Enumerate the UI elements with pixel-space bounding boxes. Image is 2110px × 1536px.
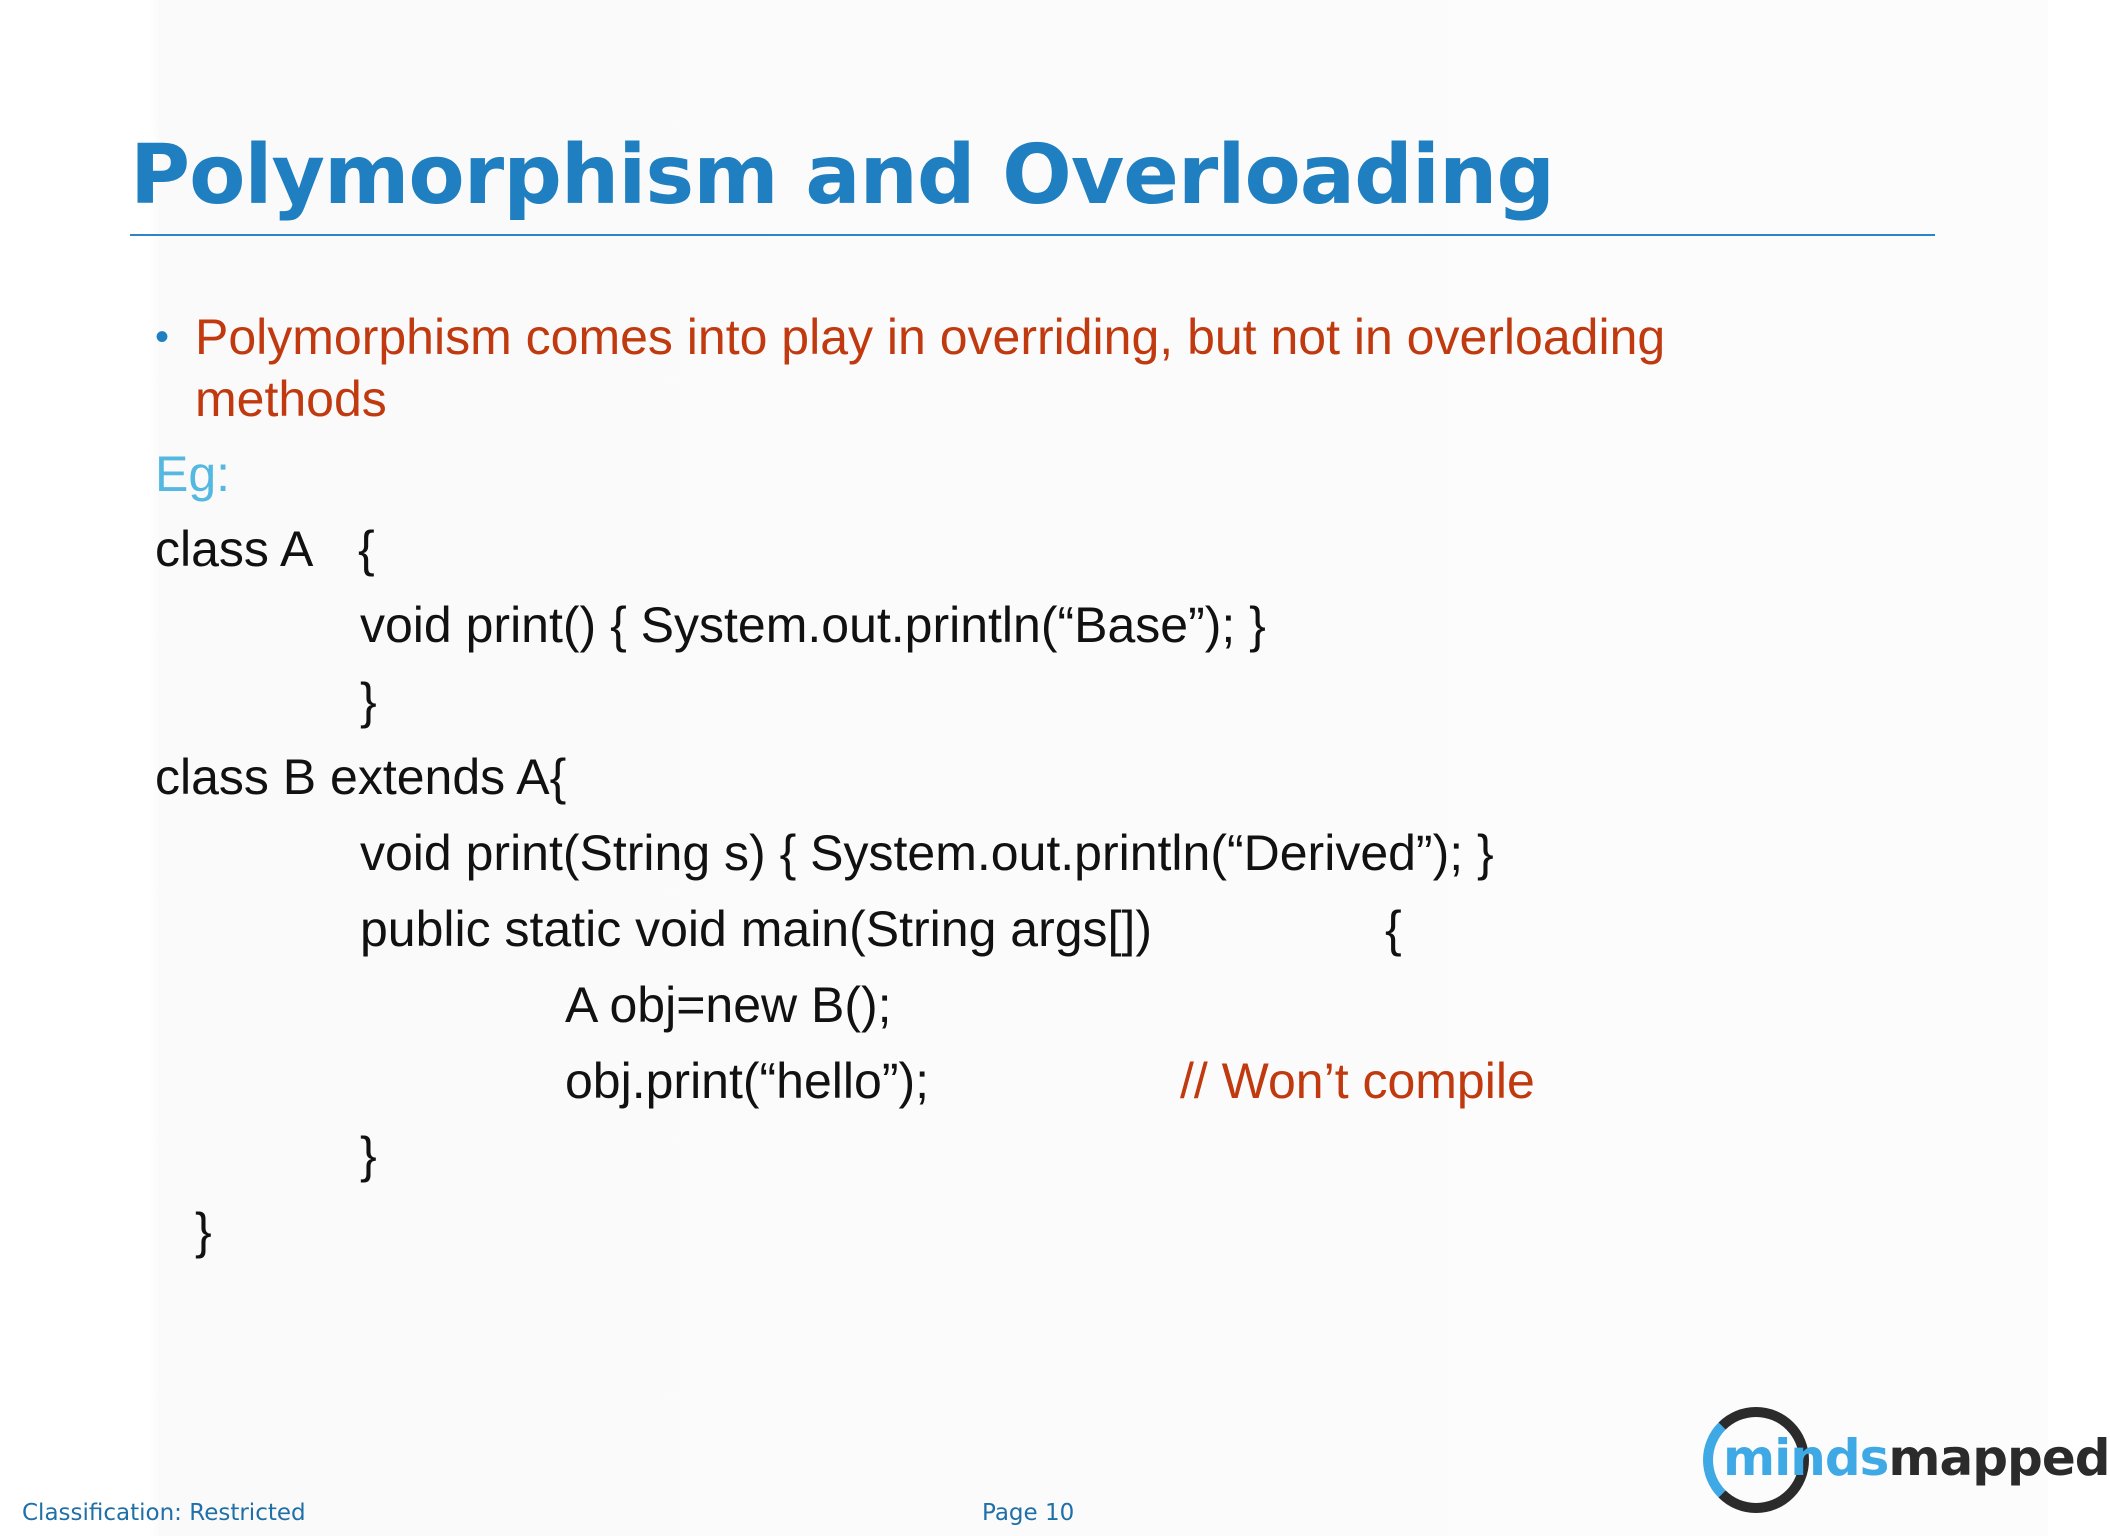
code-line-6-main: public static void main(String args[]) — [360, 901, 1152, 957]
code-line-3: } — [360, 673, 377, 729]
code-line-1-brace: { — [358, 521, 375, 577]
bullet-dot-icon: • — [155, 315, 170, 359]
footer-page-number: Page 10 — [982, 1500, 1075, 1526]
code-line-10: } — [195, 1203, 212, 1259]
code-comment: // Won’t compile — [1180, 1053, 1535, 1109]
example-label: Eg: — [155, 446, 231, 502]
code-line-6-brace: { — [1385, 901, 1402, 957]
title-underline — [130, 234, 1935, 236]
code-line-1-class-a: class A — [155, 521, 314, 577]
code-line-4: class B extends A{ — [155, 749, 567, 805]
slide-title: Polymorphism and Overloading — [130, 128, 1555, 223]
code-line-2: void print() { System.out.println(“Base”); } — [360, 597, 1266, 653]
code-line-7: A obj=new B(); — [565, 977, 892, 1033]
logo-text: mindsmapped — [1723, 1429, 2110, 1487]
footer-classification: Classification: Restricted — [22, 1500, 306, 1526]
code-line-5: void print(String s) { System.out.println(“Derived”); } — [360, 825, 1494, 881]
bullet-point — [155, 306, 1855, 430]
mindsmapped-logo — [1695, 1405, 2110, 1525]
code-line-9: } — [360, 1127, 377, 1183]
bullet-text: Polymorphism comes into play in overriding, but not in overloading methods — [195, 309, 1666, 427]
code-line-8: obj.print(“hello”); — [565, 1053, 930, 1109]
